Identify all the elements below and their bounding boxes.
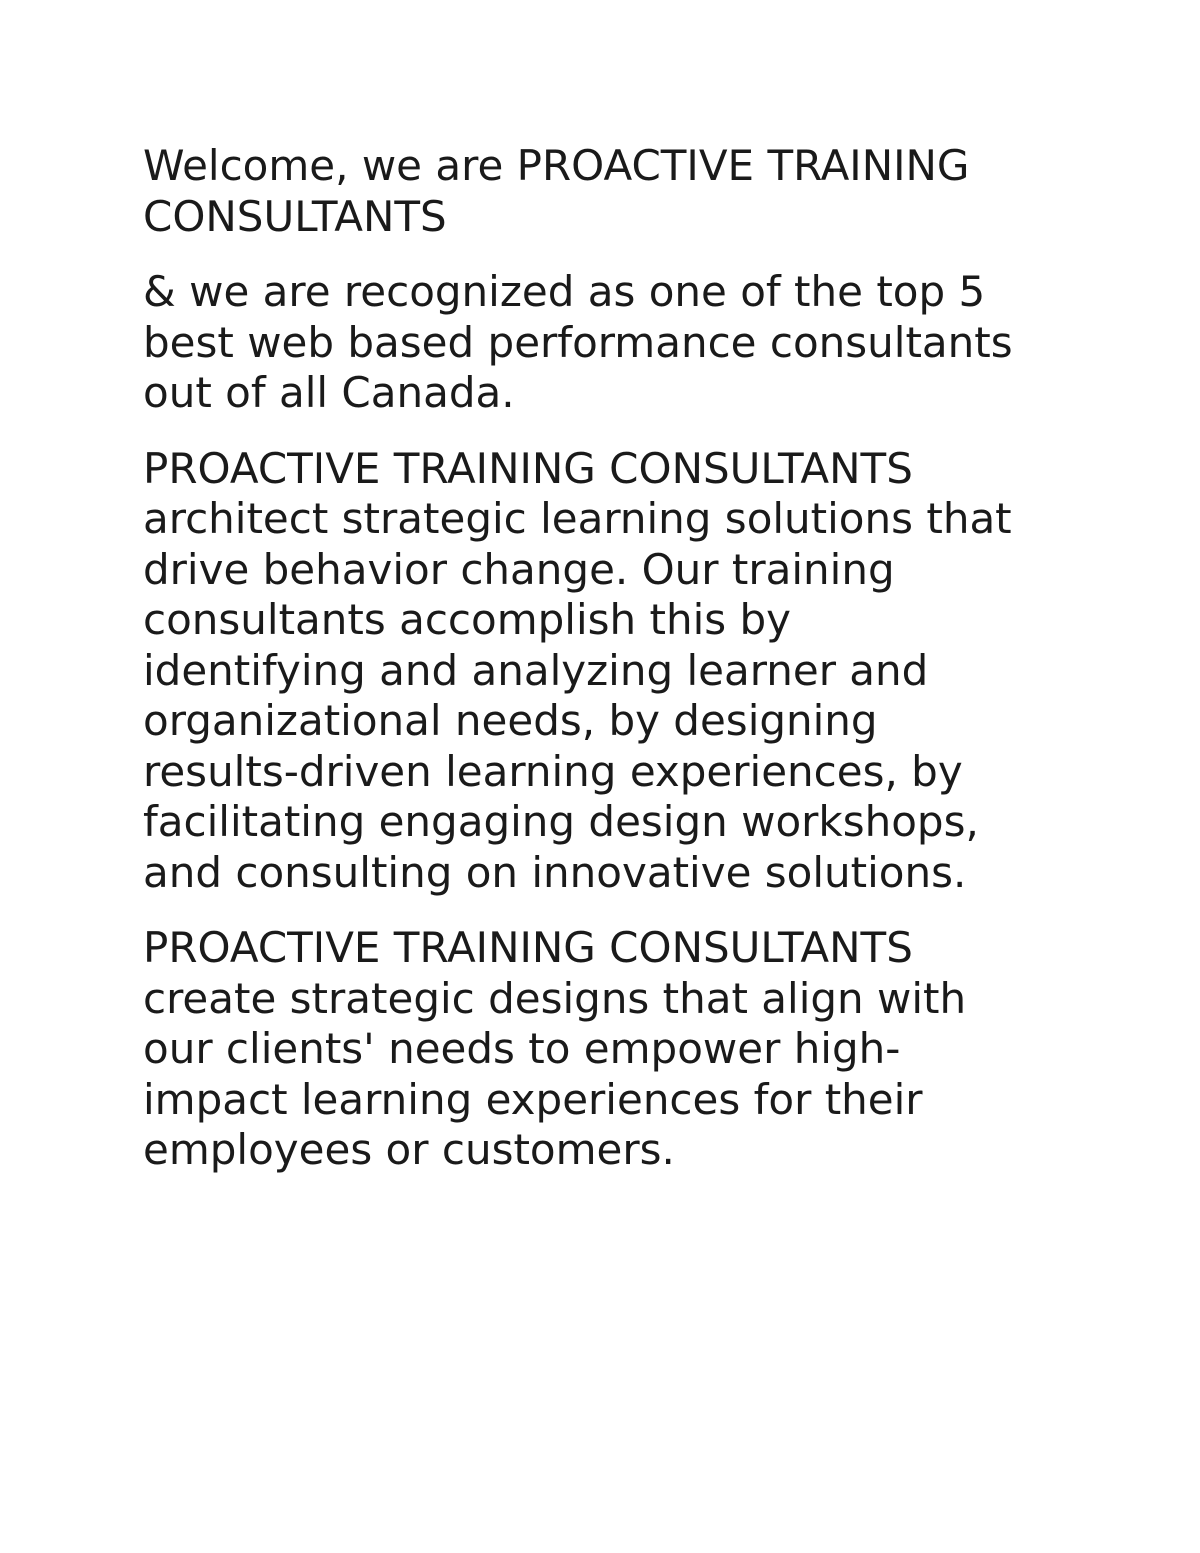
text-line: architect strategic learning solutions that <box>143 494 1012 543</box>
text-line: our clients' needs to empower high- <box>143 1024 901 1073</box>
text-line: results-driven learning experiences, by <box>143 746 963 796</box>
text-line: and consulting on innovative solutions. <box>143 847 967 897</box>
text-line: & we are recognized as one of the top 5 <box>143 267 986 316</box>
text-line: PROACTIVE TRAINING CONSULTANTS <box>143 443 913 493</box>
text-line: create strategic designs that align with <box>143 973 967 1023</box>
text-line: organizational needs, by designing <box>143 696 878 745</box>
text-line: best web based performance consultants <box>143 317 1013 367</box>
services-paragraph <box>143 444 1073 899</box>
welcome-paragraph <box>143 141 1073 242</box>
text-line: out of all Canada. <box>143 368 515 417</box>
designs-paragraph <box>143 923 1073 1176</box>
text-line: consultants accomplish this by <box>143 595 791 644</box>
text-line: identifying and analyzing learner and <box>143 645 929 695</box>
text-line: employees or customers. <box>143 1125 675 1174</box>
text-line: facilitating engaging design workshops, <box>143 797 979 846</box>
text-line: PROACTIVE TRAINING CONSULTANTS <box>143 923 913 972</box>
text-line: drive behavior change. Our training <box>143 544 895 594</box>
recognition-paragraph <box>143 267 1073 419</box>
document-page <box>143 141 1073 1201</box>
text-line: impact learning experiences for their <box>143 1074 923 1124</box>
text-line: CONSULTANTS <box>143 191 447 241</box>
text-line: Welcome, we are PROACTIVE TRAINING <box>143 141 970 190</box>
